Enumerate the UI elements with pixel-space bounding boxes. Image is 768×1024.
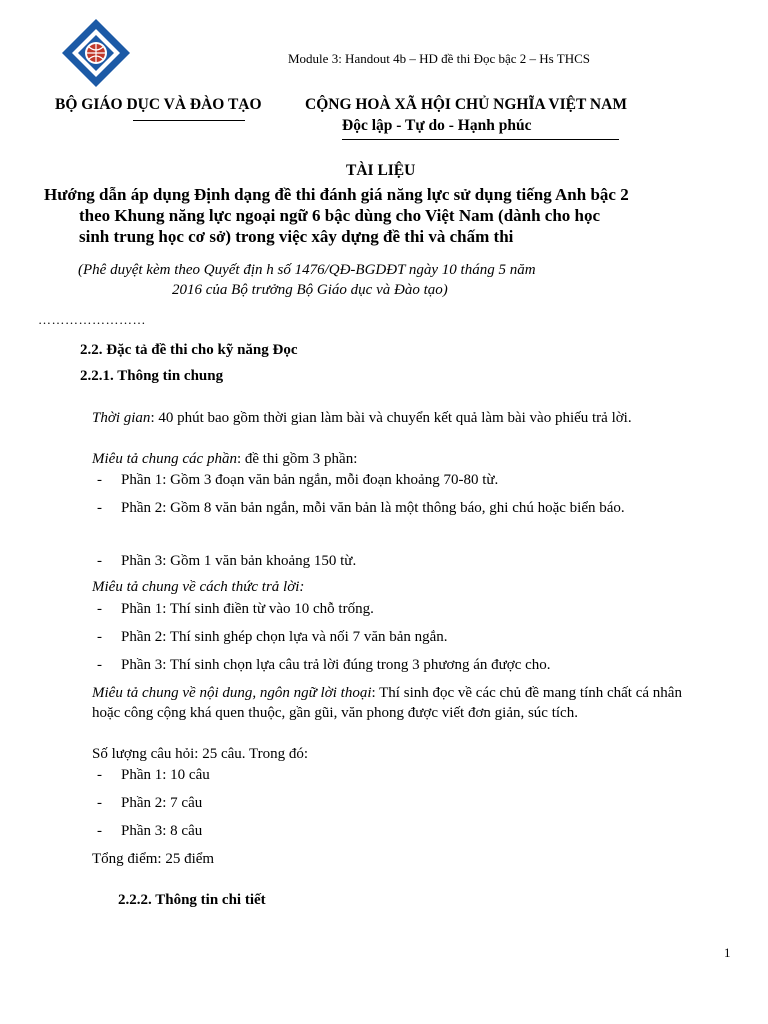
list-item: - Phần 3: Gồm 1 văn bản khoảng 150 từ. bbox=[97, 553, 357, 569]
document-label: TÀI LIỆU bbox=[346, 162, 416, 179]
question-count: Số lượng câu hỏi: 25 câu. Trong đó: bbox=[92, 746, 309, 762]
parts-text: : đề thi gồm 3 phần: bbox=[236, 451, 358, 467]
answer-label: Miêu tả chung về cách thức trả lời: bbox=[92, 579, 305, 595]
document-title bbox=[44, 184, 694, 247]
approval-line: 2016 của Bộ trưởng Bộ Giáo dục và Đào tạo) bbox=[172, 282, 448, 298]
section-heading-2-2-2: 2.2.2. Thông tin chi tiết bbox=[118, 892, 266, 908]
national-motto: Độc lập - Tự do - Hạnh phúc bbox=[342, 117, 532, 134]
list-item: - Phần 1: Gồm 3 đoạn văn bản ngắn, mỗi đoạn khoảng 70-80 từ. bbox=[97, 472, 499, 488]
approval-line: (Phê duyệt kèm theo Quyết địn h số 1476/QĐ-BGDĐT ngày 10 tháng 5 năm bbox=[78, 262, 536, 278]
time-text: : 40 phút bao gồm thời gian làm bài và chuyển kết quả làm bài vào phiếu trả lời. bbox=[150, 410, 632, 426]
content-label: Miêu tả chung về nội dung, ngôn ngữ lời thoại bbox=[92, 685, 372, 701]
list-item: - Phần 2: Thí sinh ghép chọn lựa và nối 7 văn bản ngắn. bbox=[97, 629, 448, 645]
title-line: Hướng dẫn áp dụng Định dạng đề thi đánh giá năng lực sử dụng tiếng Anh bậc 2 bbox=[44, 185, 629, 204]
list-item: - Phần 3: Thí sinh chọn lựa câu trả lời đúng trong 3 phương án được cho. bbox=[97, 657, 551, 673]
module-header: Module 3: Handout 4b – HD đề thi Đọc bậc 2 – Hs THCS bbox=[288, 51, 590, 66]
parts-label: Miêu tả chung các phần bbox=[92, 451, 237, 467]
section-heading-2-2: 2.2. Đặc tả đề thi cho kỹ năng Đọc bbox=[80, 342, 298, 358]
list-item: - Phần 2: 7 câu bbox=[97, 795, 203, 811]
republic-name: CỘNG HOÀ XÃ HỘI CHỦ NGHĨA VIỆT NAM bbox=[305, 96, 627, 113]
list-item: - Phần 2: Gồm 8 văn bản ngắn, mỗi văn bản là một thông báo, ghi chú hoặc biển báo. bbox=[97, 500, 625, 516]
list-item: - Phần 1: Thí sinh điền từ vào 10 chỗ trống. bbox=[97, 601, 374, 617]
ellipsis-separator: …………………… bbox=[38, 312, 146, 327]
time-label: Thời gian bbox=[92, 410, 151, 426]
organization-logo bbox=[60, 17, 132, 89]
approval-note bbox=[78, 260, 638, 300]
parts-paragraph bbox=[92, 449, 682, 469]
list-item: - Phần 1: 10 câu bbox=[97, 767, 210, 783]
motto-underline bbox=[342, 139, 619, 140]
ministry-underline bbox=[133, 120, 245, 121]
content-text: : Thí sinh đọc về các chủ đề mang tính chất cá nhân hoặc công cộng khá quen thuộc, gần gũi, văn phong được viết đơn giản, súc tích. bbox=[92, 685, 682, 721]
total-score: Tổng điểm: 25 điểm bbox=[92, 851, 215, 867]
time-paragraph bbox=[92, 408, 682, 428]
section-heading-2-2-1: 2.2.1. Thông tin chung bbox=[80, 368, 224, 384]
ministry-name: BỘ GIÁO DỤC VÀ ĐÀO TẠO bbox=[55, 96, 262, 113]
content-paragraph bbox=[92, 683, 682, 723]
title-line: sinh trung học cơ sở) trong việc xây dựng đề thi và chấm thi bbox=[79, 227, 514, 246]
title-line: theo Khung năng lực ngoại ngữ 6 bậc dùng cho Việt Nam (dành cho học bbox=[79, 206, 601, 225]
page-number: 1 bbox=[724, 945, 731, 960]
list-item: - Phần 3: 8 câu bbox=[97, 823, 203, 839]
